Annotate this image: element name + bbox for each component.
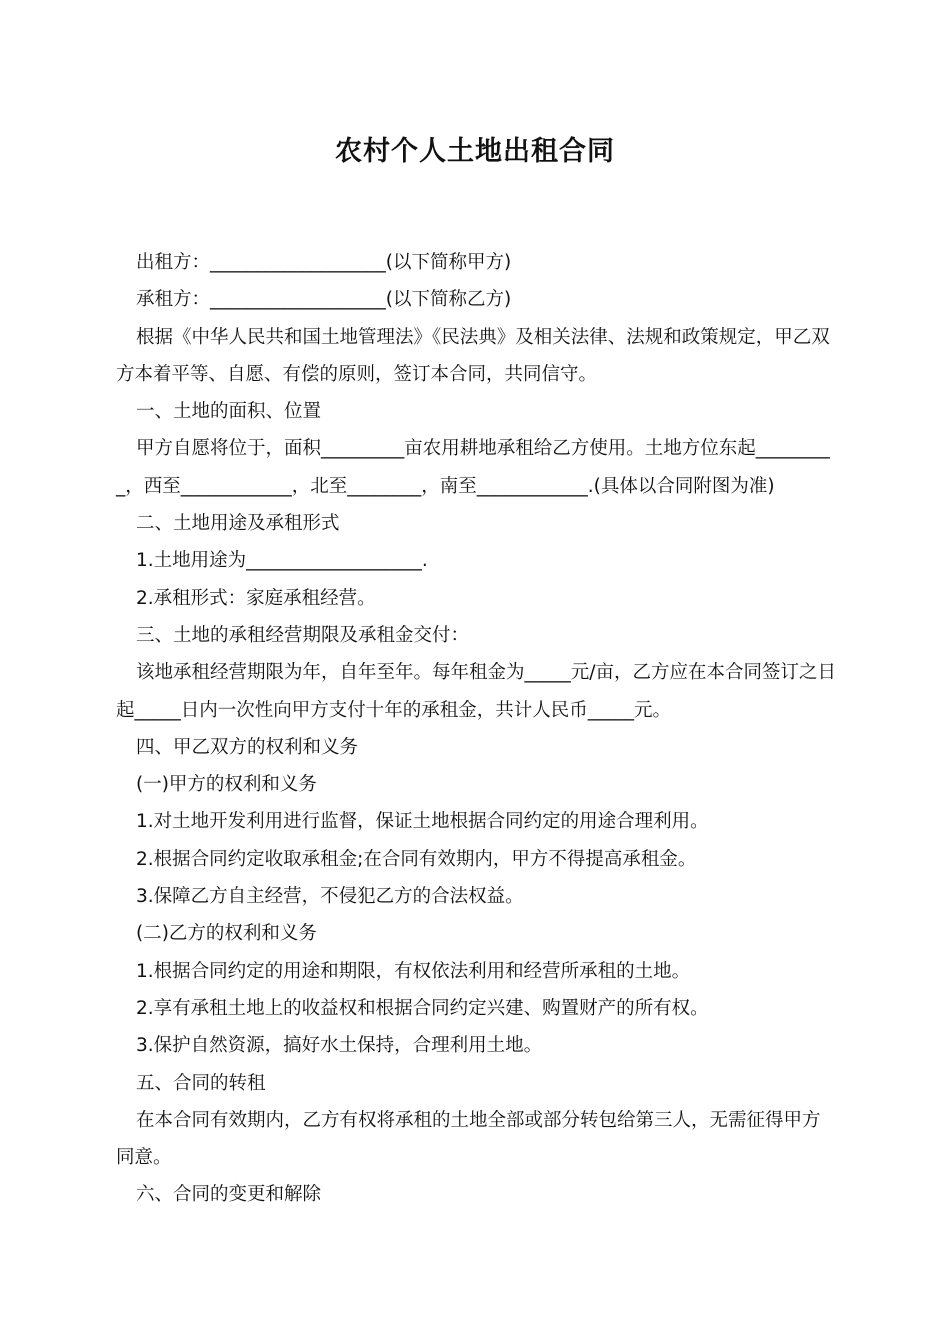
section-heading-2: 二、土地用途及承租形式: [136, 513, 340, 535]
lease-form-item: 2.承租形式：家庭承租经营。: [136, 587, 376, 609]
lessee-line: 承租方：___________________(以下简称乙方): [136, 289, 512, 311]
document-title: 农村个人土地出租合同: [335, 136, 615, 167]
section-heading-1: 一、土地的面积、位置: [136, 401, 322, 423]
lessor-duty-item-3: 3.保障乙方自主经营，不侵犯乙方的合法权益。: [136, 886, 524, 908]
section-heading-4: 四、甲乙双方的权利和义务: [136, 736, 359, 758]
subsection-heading-b: (二)乙方的权利和义务: [136, 923, 317, 945]
preamble-paragraph: 根据《中华人民共和国土地管理法》《民法典》及相关法律、法规和政策规定，甲乙双方本着平等、自愿、有偿的原则，签订本合同，共同信守。: [116, 326, 830, 385]
lessor-duty-item-1: 1.对土地开发利用进行监督，保证土地根据合同约定的用途合理利用。: [136, 811, 709, 833]
sublease-paragraph: 在本合同有效期内，乙方有权将承租的土地全部或部分转包给第三人，无需征得甲方同意。: [116, 1109, 821, 1169]
subsection-heading-a: (一)甲方的权利和义务: [136, 774, 317, 796]
document-body: [116, 244, 836, 1214]
section-heading-6: 六、合同的变更和解除: [136, 1184, 322, 1206]
section-heading-5: 五、合同的转租: [136, 1072, 266, 1094]
lessor-duty-item-2: 2.根据合同约定收取承租金;在合同有效期内，甲方不得提高承租金。: [136, 848, 697, 870]
lease-term-paragraph: 该地承租经营期限为年，自年至年。每年租金为_____元/亩，乙方应在本合同签订之日起_____日内一次性向甲方支付十年的承租金，共计人民币_____元。: [116, 662, 836, 721]
lessee-right-item-1: 1.根据合同约定的用途和期限，有权依法利用和经营所承租的土地。: [136, 960, 691, 982]
land-location-paragraph: 甲方自愿将位于，面积_________亩农用耕地承租给乙方使用。土地方位东起_________，西至____________，北至________，南至____________.(具体以合同附图为准): [116, 438, 830, 497]
section-heading-3: 三、土地的承租经营期限及承租金交付：: [136, 624, 470, 646]
lessor-line: 出租方：___________________(以下简称甲方): [136, 252, 512, 273]
land-use-item: 1.土地用途为___________________.: [136, 550, 428, 572]
lessee-right-item-3: 3.保护自然资源，搞好水土保持，合理利用土地。: [136, 1035, 543, 1057]
lessee-right-item-2: 2.享有承租土地上的收益权和根据合同约定兴建、购置财产的所有权。: [136, 997, 709, 1019]
